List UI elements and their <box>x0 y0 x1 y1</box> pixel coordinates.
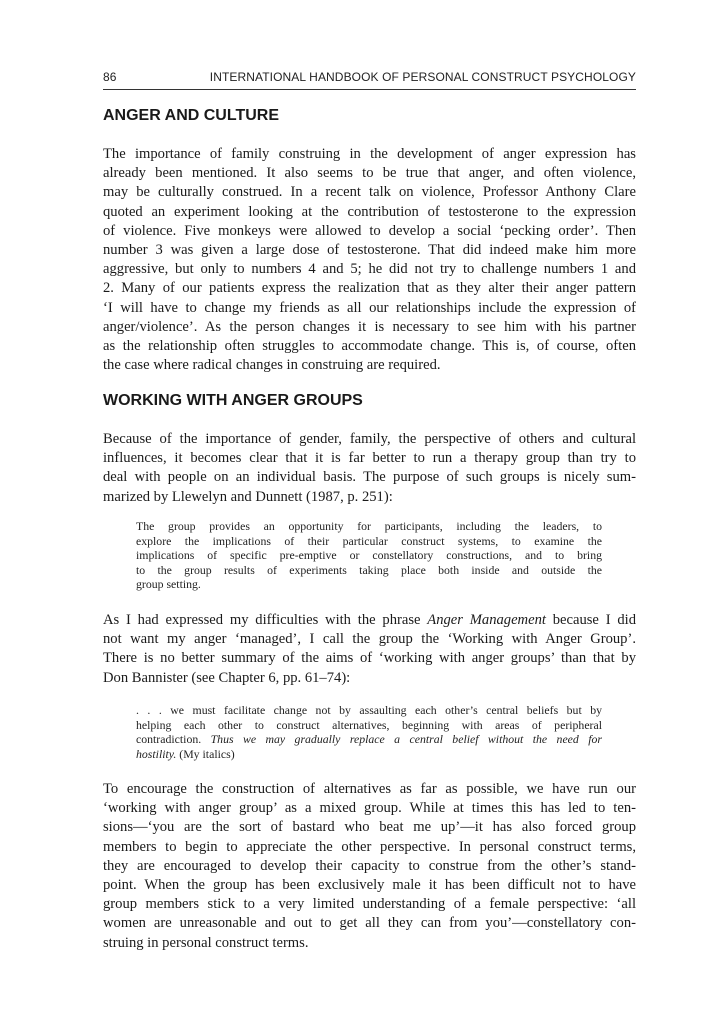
text-line: There is no better summary of the aims of ‘working with anger groups’ than that by <box>103 650 636 667</box>
text-line: The importance of family construing in the development of anger expression has <box>103 146 636 162</box>
text-segment: contradiction. <box>136 732 211 747</box>
text-segment: because I did <box>545 612 636 628</box>
text-line: struing in personal construct terms. <box>103 934 309 951</box>
text-line: sions—‘you are the sort of bastard who beat me up’—it has also forced group <box>103 819 636 836</box>
text-line: point. When the group has been exclusively male it has been difficult not to have <box>103 877 636 894</box>
quote-line <box>136 747 602 762</box>
text-line: members to begin to appreciate the other perspective. In personal construct terms, <box>103 838 636 855</box>
italic-term: Anger Management <box>427 612 546 628</box>
quote-line: helping each other to construct alternatives, beginning with areas of peripheral <box>136 717 602 732</box>
text-line: deal with people on an individual basis. The purpose of such groups is nicely sum- <box>103 469 636 486</box>
paragraph-anger-groups-intro <box>103 430 636 507</box>
paragraph-mixed-group <box>103 780 636 953</box>
block-quote-llewelyn-dunnett <box>136 519 602 592</box>
quote-line: to the group results of experiments taking place both inside and outside the <box>136 562 602 577</box>
block-quote-bannister <box>136 703 602 761</box>
paragraph-anger-management <box>103 611 636 688</box>
section-heading-working-with-anger-groups: WORKING WITH ANGER GROUPS <box>103 392 363 409</box>
text-line: women are unreasonable and out to get all they can from you’—constellatory con- <box>103 915 636 932</box>
text-line: they are encouraged to develop their capacity to construe from the other’s stand- <box>103 857 636 874</box>
italic-text: Thus we may gradually replace a central belief without the need for <box>210 732 602 747</box>
italic-text: hostility. <box>136 746 177 761</box>
text-line <box>103 611 636 630</box>
text-line: Don Bannister (see Chapter 6, pp. 61–74): <box>103 669 351 686</box>
quote-line: . . . we must facilitate change not by assaulting each other’s central beliefs but by <box>136 703 602 717</box>
header-rule <box>103 89 636 90</box>
text-line: ‘I will have to change my friends as all our relationships include the expression of <box>103 299 636 316</box>
quote-line: group setting. <box>136 577 201 592</box>
text-line: already been mentioned. It also seems to be true that anger, and often violence, <box>103 165 636 182</box>
quote-line: explore the implications of their particular construct systems, to examine the <box>136 533 602 548</box>
text-line: 2. Many of our patients express the realization that as they alter their anger pattern <box>103 280 636 297</box>
text-line: quoted an experiment looking at the contribution of testosterone to the expression <box>103 203 636 220</box>
text-line: as the relationship often struggles to accommodate change. This is, of course, often <box>103 338 636 355</box>
quote-line: implications of specific pre-emptive or constellatory constructions, and to bring <box>136 548 602 563</box>
quote-line: The group provides an opportunity for participants, including the leaders, to <box>136 519 602 533</box>
text-line: the case where radical changes in construing are required. <box>103 357 441 374</box>
text-line: group members stick to a very limited understanding of a female perspective: ‘all <box>103 896 636 913</box>
text-line: To encourage the construction of alternatives as far as possible, we have run our <box>103 781 636 797</box>
text-line: ‘working with anger group’ as a mixed group. While at times this has led to ten- <box>103 800 636 817</box>
text-line: not want my anger ‘managed’, I call the group the ‘Working with Anger Group’. <box>103 631 636 648</box>
text-line: anger/violence’. As the person changes it is necessary to see him with his partner <box>103 318 636 335</box>
paragraph-anger-and-culture <box>103 145 636 375</box>
text-line: number 3 was given a large dose of testosterone. That did indeed make him more <box>103 242 636 259</box>
text-line: aggressive, but only to numbers 4 and 5; he did not try to challenge numbers 1 and <box>103 261 636 278</box>
text-line: influences, it becomes clear that it is far better to run a therapy group than try to <box>103 450 636 467</box>
page-number: 86 <box>103 70 117 84</box>
running-title: INTERNATIONAL HANDBOOK OF PERSONAL CONSTRUCT PSYCHOLOGY <box>209 70 636 84</box>
text-segment: (My italics) <box>176 746 235 761</box>
text-line: of violence. Five monkeys were allowed to develop a social ‘pecking order’. Then <box>103 222 636 239</box>
quote-line <box>136 732 602 747</box>
text-line: Because of the importance of gender, family, the perspective of others and cultural <box>103 431 636 447</box>
section-heading-anger-and-culture: ANGER AND CULTURE <box>103 107 279 124</box>
text-line: marized by Llewelyn and Dunnett (1987, p. 251): <box>103 488 393 505</box>
text-line: may be culturally construed. In a recent talk on violence, Professor Anthony Clare <box>103 184 636 201</box>
text-segment: As I had expressed my difficulties with the phrase <box>103 612 428 628</box>
